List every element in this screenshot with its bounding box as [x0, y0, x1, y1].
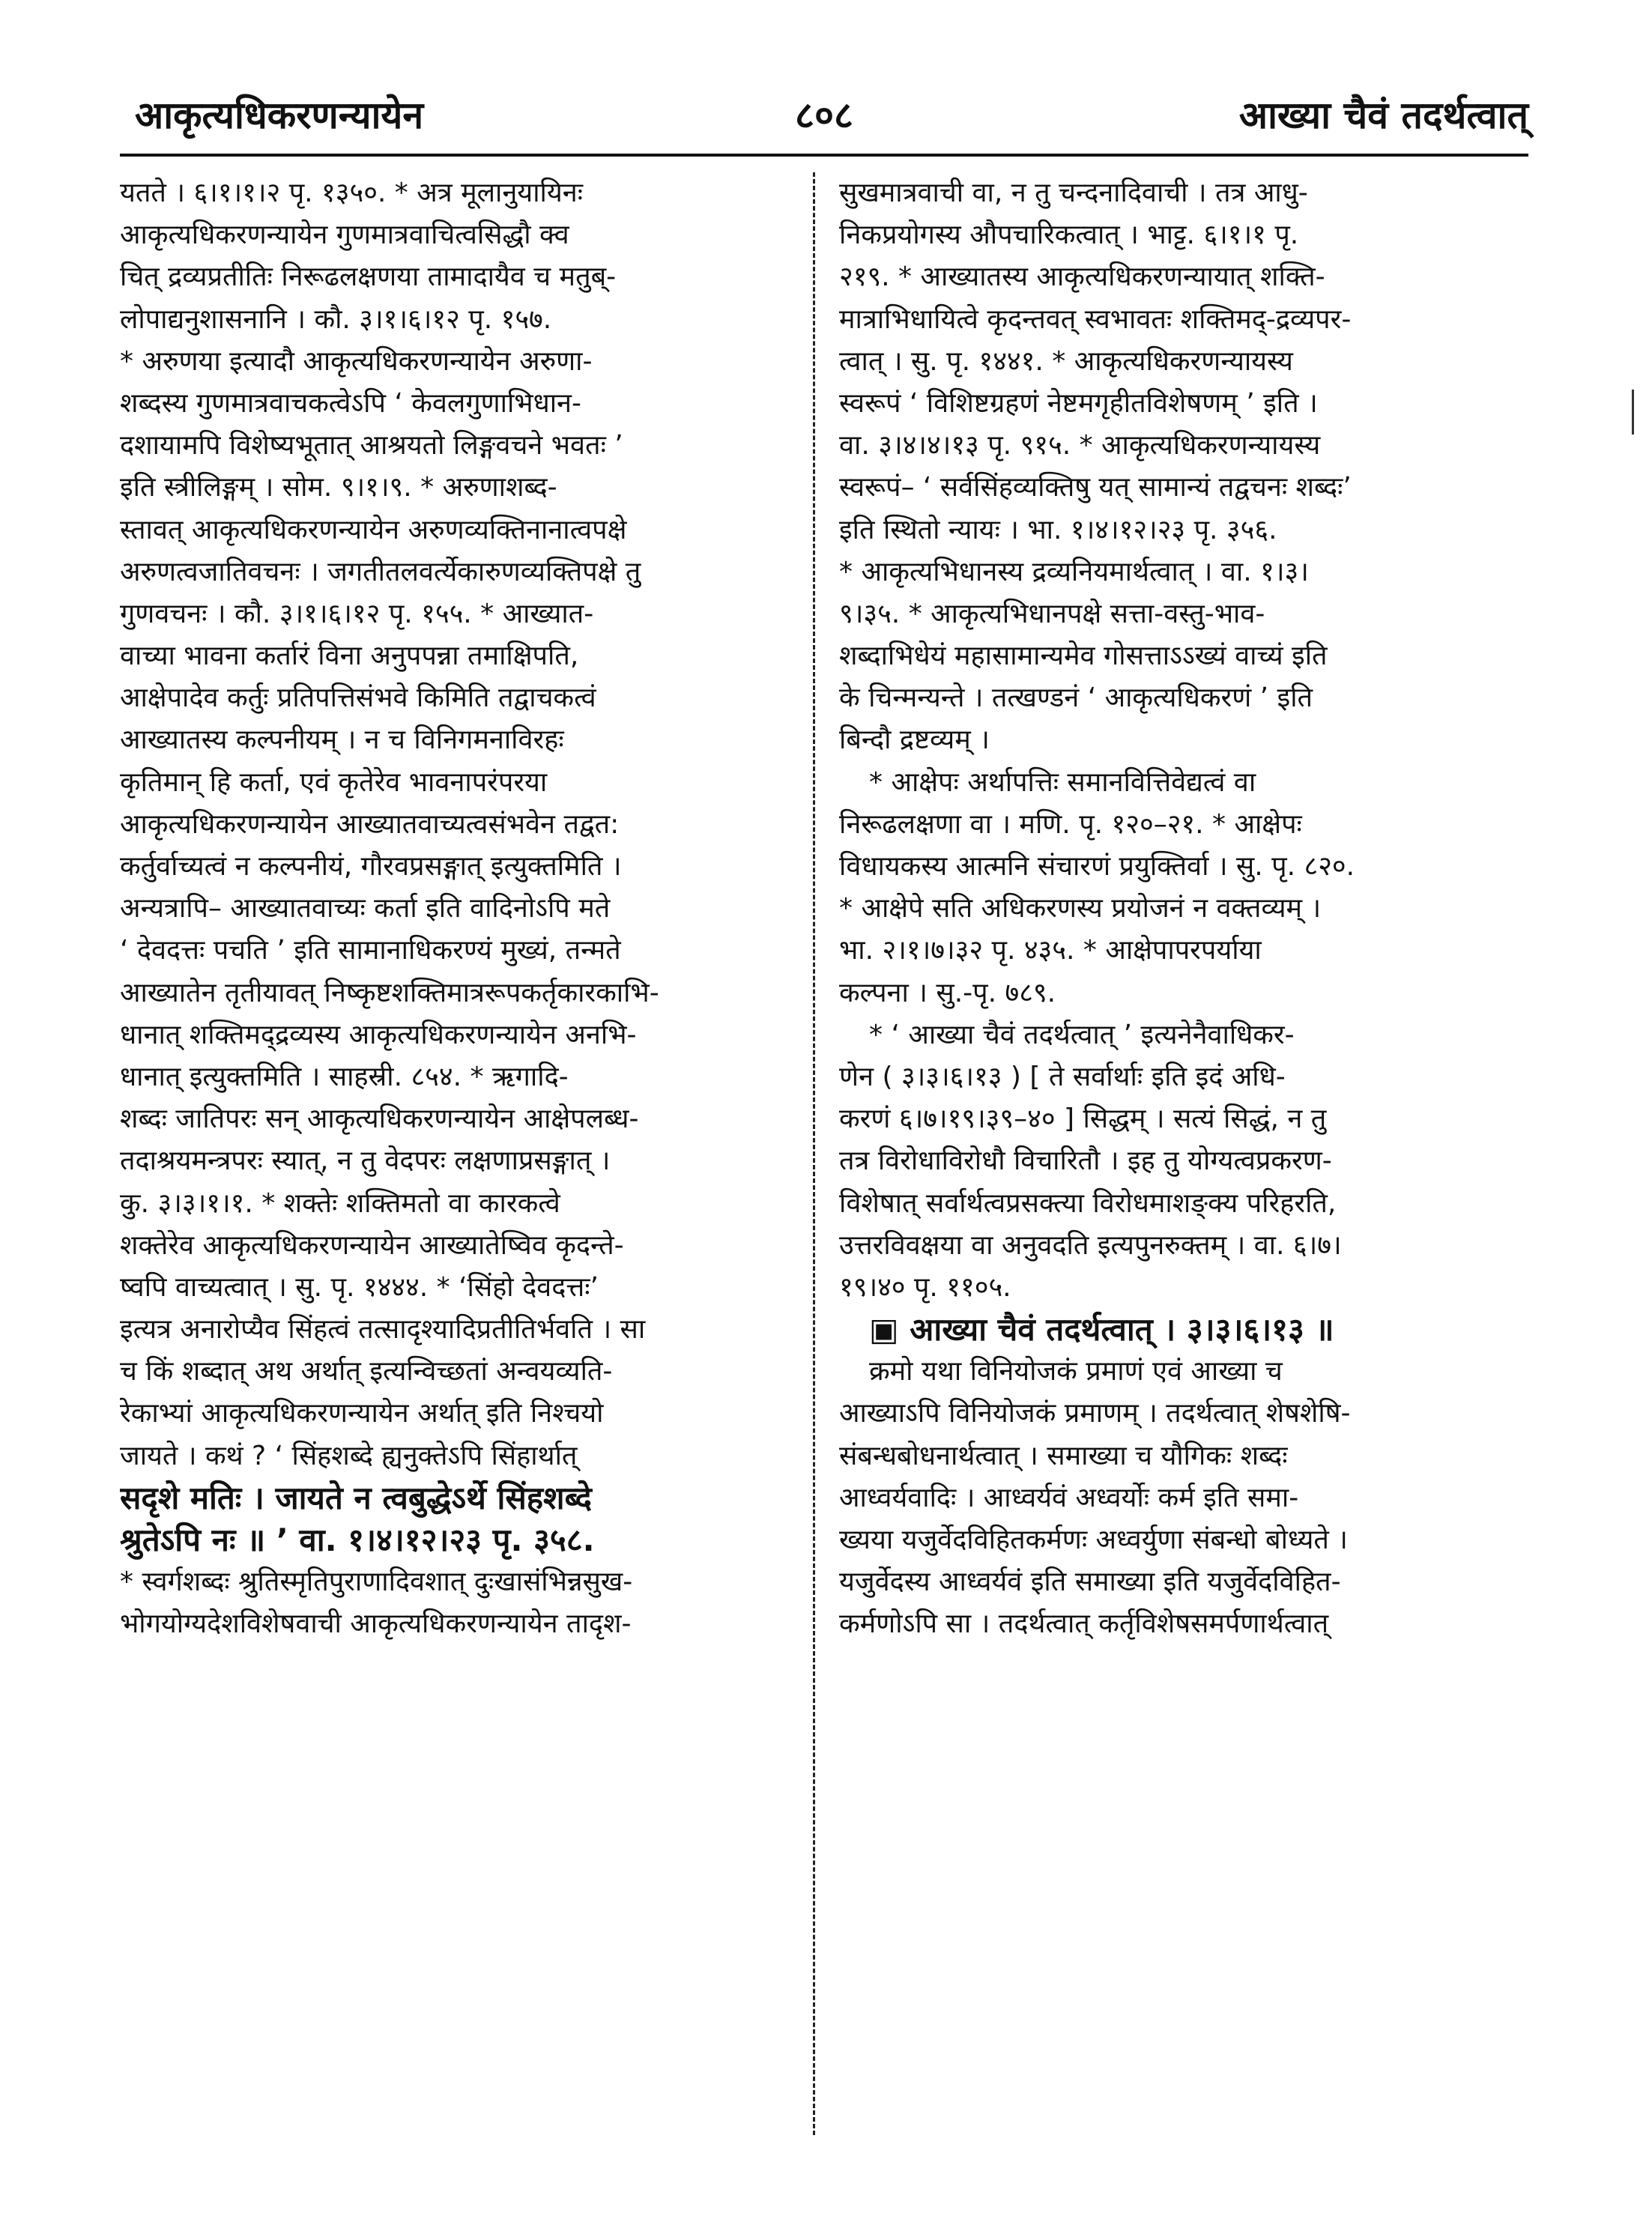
text-line: इति स्थितो न्यायः । भा. १।४।१२।२३ पृ. ३५६.: [839, 514, 1277, 545]
right-column: [839, 172, 1506, 1646]
text-line: सदृशे मतिः । जायते न त्वबुद्धेऽर्थे सिंहशब्दे: [120, 1479, 592, 1516]
text-line: भा. २।१।७।३२ पृ. ४३५. * आक्षेपापरपर्याया: [839, 935, 1262, 966]
text-line: १९।४० पृ. ११०५.: [839, 1271, 1011, 1303]
text-line: के चिन्मन्यन्ते । तत्खण्डनं ‘ आकृत्यधिकरणं ’ इति: [839, 682, 1313, 714]
text-line: शब्दस्य गुणमात्रवाचकत्वेऽपि ‘ केवलगुणाभिधान-: [120, 387, 582, 419]
text-line: विधायकस्य आत्मनि संचारणं प्रयुक्तिर्वा । सु. पृ. ८२०.: [839, 851, 1355, 882]
text-line: * आक्षेपे सति अधिकरणस्य प्रयोजनं न वक्तव्यम् ।: [839, 893, 1322, 924]
text-line: तत्र विरोधाविरोधौ विचारितौ । इह तु योग्यत्वप्रकरण-: [839, 1145, 1332, 1177]
text-line: अरुणत्वजातिवचनः । जगतीतलवर्त्येकारुणव्यक्तिपक्षे तु: [120, 556, 641, 587]
text-line: जायते । कथं ? ‘ सिंहशब्दे ह्यनुक्तेऽपि सिंहार्थात्: [120, 1440, 578, 1471]
text-line: रेकाभ्यां आकृत्यधिकरणन्यायेन अर्थात् इति निश्चयो: [120, 1398, 604, 1429]
text-line: २१९. * आख्यातस्य आकृत्यधिकरणन्यायात् शक्ति-: [839, 261, 1325, 293]
text-line: उत्तरविवक्षया वा अनुवदति इत्यपुनरुक्तम् । वा. ६।७।: [839, 1229, 1342, 1261]
text-line: आकृत्यधिकरणन्यायेन गुणमात्रवाचित्वसिद्धौ क्व: [120, 220, 569, 251]
text-line: संबन्धबोधनार्थत्वात् । समाख्या च यौगिकः शब्दः: [839, 1440, 1288, 1471]
text-line: तदाश्रयमन्त्रपरः स्यात्, न तु वेदपरः लक्षणाप्रसङ्गात् ।: [120, 1145, 611, 1177]
text-line: * आक्षेपः अर्थापत्तिः समानवित्तिवेद्यत्वं वा: [869, 766, 1256, 798]
text-line: * आकृत्यभिधानस्य द्रव्यनियमार्थत्वात् । वा. १।३।: [839, 556, 1309, 587]
text-line: आकृत्यधिकरणन्यायेन आख्यातवाच्यत्वसंभवेन तद्वत:: [120, 808, 620, 840]
text-line: मात्राभिधायित्वे कृदन्तवत् स्वभावतः शक्तिमद्-द्रव्यपर-: [839, 303, 1352, 335]
text-line: आख्यातेन तृतीयावत् निष्कृष्टशक्तिमात्ररूपकर्तृकारकाभि-: [120, 977, 659, 1008]
text-line: * ‘ आख्या चैवं तदर्थत्वात् ’ इत्यनेनैवाधिकर-: [869, 1019, 1295, 1050]
text-line: च किं शब्दात् अथ अर्थात् इत्यन्विच्छतां अन्वयव्यति-: [120, 1356, 613, 1387]
text-line: यतते । ६।१।१।२ पृ. १३५०. * अत्र मूलानुयायिनः: [120, 178, 583, 208]
text-line: कल्पना । सु.-पृ. ७८९.: [839, 977, 1056, 1008]
text-line: ▣ आख्या चैवं तदर्थत्वात् । ३।३।६।१३ ॥: [869, 1311, 1334, 1348]
text-line: दशायामपि विशेष्यभूतात् आश्रयतो लिङ्गवचने भवतः ’: [120, 430, 623, 461]
text-line: लोपाद्यनुशासनानि । कौ. ३।१।६।१२ पृ. १५७.: [120, 303, 552, 335]
text-line: आख्याऽपि विनियोजकं प्रमाणम् । तदर्थत्वात् शेषशेषि-: [839, 1398, 1351, 1429]
column-divider: [813, 172, 815, 2135]
running-head-left: आकृत्यधिकरणन्यायेन: [135, 94, 424, 137]
text-line: शब्दाभिधेयं महासामान्यमेव गोसत्ताऽऽख्यं वाच्यं इति: [839, 641, 1328, 672]
text-line: णेन ( ३।३।६।१३ ) [ ते सर्वार्थाः इति इदं अधि-: [839, 1061, 1286, 1092]
text-line: धानात् शक्तिमद्द्रव्यस्य आकृत्यधिकरणन्यायेन अनभि-: [120, 1019, 637, 1050]
text-line: कृतिमान् हि कर्ता, एवं कृतेरेव भावनापरंपरया: [120, 766, 548, 798]
text-line: क्रमो यथा विनियोजकं प्रमाणं एवं आख्या च: [869, 1356, 1283, 1387]
text-line: कर्तुर्वाच्यत्वं न कल्पनीयं, गौरवप्रसङ्गात् इत्युक्तमिति ।: [120, 851, 622, 882]
text-line: गुणवचनः । कौ. ३।१।६।१२ पृ. १५५. * आख्यात-: [120, 598, 594, 629]
text-line: ख्यया यजुर्वेदविहितकर्मणः अध्वर्युणा संबन्धो बोध्यते ।: [839, 1525, 1348, 1555]
running-head-right: आख्या चैवं तदर्थत्वात्: [1238, 94, 1528, 137]
text-line: ‘ देवदत्तः पचति ’ इति सामानाधिकरण्यं मुख्यं, तन्मते: [120, 935, 621, 966]
text-line: श्रुतेऽपि नः ॥ ’ वा. १।४।१२।२३ पृ. ३५८.: [120, 1522, 595, 1558]
text-line: त्वात् । सु. पृ. १४४१. * आकृत्यधिकरणन्यायस्य: [839, 345, 1293, 377]
text-line: * स्वर्गशब्दः श्रुतिस्मृतिपुराणादिवशात् दुःखासंभिन्नसुख-: [120, 1566, 633, 1598]
text-line: स्वरूपं ‘ विशिष्टग्रहणं नेष्टमगृहीतविशेषणम् ’ इति ।: [839, 387, 1318, 419]
text-line: विशेषात् सर्वार्थत्वप्रसक्त्या विरोधमाशङ्क्य परिहरति,: [839, 1187, 1337, 1219]
text-line: वाच्या भावना कर्तारं विना अनुपपन्ना तमाक्षिपति,: [120, 641, 579, 672]
text-line: स्तावत् आकृत्यधिकरणन्यायेन अरुणव्यक्तिनानात्वपक्षे: [120, 514, 627, 545]
page-header: [120, 75, 1528, 142]
text-line: आध्वर्यवादिः । आध्वर्यवं अध्वर्योः कर्म इति समा-: [839, 1482, 1299, 1513]
text-line: इत्यत्र अनारोप्यैव सिंहत्वं तत्सादृश्यादिप्रतीतिर्भवति । सा: [120, 1314, 646, 1345]
left-column: [120, 172, 787, 1646]
text-line: कु. ३।३।१।१. * शक्तेः शक्तिमतो वा कारकत्वे: [120, 1187, 560, 1219]
text-line: शक्तेरेव आकृत्यधिकरणन्यायेन आख्यातेष्विव कृदन्ते-: [120, 1229, 624, 1261]
text-line: निरूढलक्षणा वा । मणि. पृ. १२०–२१. * आक्षेपः: [839, 808, 1302, 840]
text-line: ष्वपि वाच्यत्वात् । सु. पृ. १४४४. * ‘सिंहो देवदत्तः’: [120, 1271, 599, 1303]
header-rule: [120, 154, 1528, 157]
text-line: यजुर्वेदस्य आध्वर्यवं इति समाख्या इति यजुर्वेदविहित-: [839, 1566, 1341, 1598]
text-line: सुखमात्रवाची वा, न तु चन्दनादिवाची । तत्र आधु-: [839, 178, 1308, 208]
text-line: भोगयोग्यदेशविशेषवाची आकृत्यधिकरणन्यायेन तादृश-: [120, 1608, 632, 1640]
text-line: कर्मणोऽपि सा । तदर्थत्वात् कर्तृविशेषसमर्पणार्थत्वात्: [839, 1608, 1329, 1640]
text-line: * अरुणया इत्यादौ आकृत्यधिकरणन्यायेन अरुणा-: [120, 345, 593, 377]
page-number: ८०८: [795, 94, 853, 137]
text-line: निकप्रयोगस्य औपचारिकत्वात् । भाट्ट. ६।१।१ पृ.: [839, 220, 1299, 251]
text-line: इति स्त्रीलिङ्गम् । सोम. ९।१।९. * अरुणाशब्द-: [120, 472, 557, 503]
text-line: ९।३५. * आकृत्यभिधानपक्षे सत्ता-वस्तु-भाव-: [839, 598, 1265, 629]
text-line: करणं ६।७।१९।३९–४० ] सिद्धम् । सत्यं सिद्धं, न तु: [839, 1104, 1327, 1135]
text-line: अन्यत्रापि– आख्यातवाच्यः कर्ता इति वादिनोऽपि मते: [120, 893, 611, 924]
text-line: स्वरूपं– ‘ सर्वसिंहव्यक्तिषु यत् सामान्यं तद्वचनः शब्दः’: [839, 472, 1352, 503]
text-line: वा. ३।४।४।१३ पृ. ९१५. * आकृत्यधिकरणन्यायस्य: [839, 430, 1321, 461]
text-line: धानात् इत्युक्तमिति । साहस्री. ८५४. * ऋगादि-: [120, 1061, 569, 1092]
text-line: बिन्दौ द्रष्टव्यम् ।: [839, 724, 990, 756]
text-line: आक्षेपादेव कर्तुः प्रतिपत्तिसंभवे किमिति तद्वाचकत्वं: [120, 682, 596, 714]
text-line: आख्यातस्य कल्पनीयम् । न च विनिगमनाविरहः: [120, 724, 564, 756]
text-line: शब्दः जातिपरः सन् आकृत्यधिकरणन्यायेन आक्षेपलब्ध-: [120, 1104, 639, 1135]
margin-mark: [1632, 390, 1634, 435]
text-line: चित् द्रव्यप्रतीतिः निरूढलक्षणया तामादायैव च मतुब्-: [120, 261, 617, 293]
